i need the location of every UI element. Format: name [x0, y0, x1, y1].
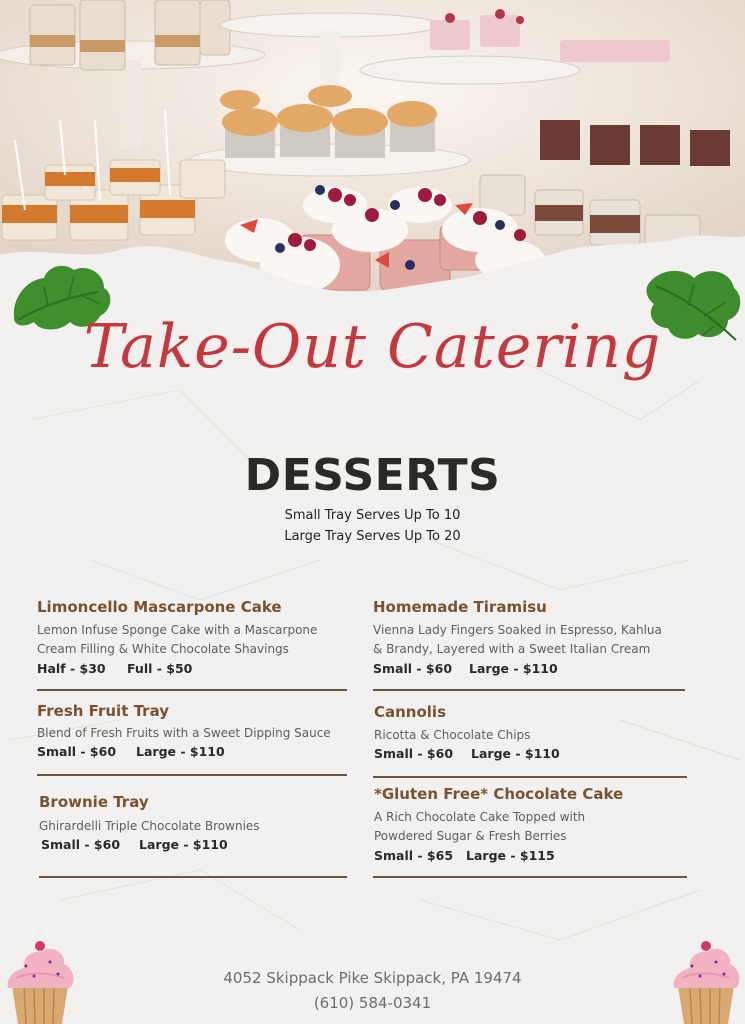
menu-item-title: *Gluten Free* Chocolate Cake	[374, 785, 624, 803]
divider	[373, 776, 687, 778]
divider	[37, 689, 347, 691]
serves-large-note: Large Tray Serves Up To 20	[284, 529, 461, 544]
menu-item-price: Half - $30	[37, 661, 106, 676]
menu-item-price: Large - $110	[469, 661, 558, 676]
menu-item-desc-line: Lemon Infuse Sponge Cake with a Mascarpone	[37, 623, 318, 637]
menu-item-title: Fresh Fruit Tray	[37, 702, 170, 720]
menu-item-desc-line: Powdered Sugar & Fresh Berries	[374, 829, 567, 843]
menu-item-price: Large - $110	[136, 744, 225, 759]
menu-item-price: Large - $110	[471, 746, 560, 761]
category-title: DESSERTS	[244, 450, 501, 501]
menu-item-title: Cannolis	[374, 703, 447, 721]
menu-item-title: Brownie Tray	[39, 793, 149, 811]
menu-item-price: Small - $60	[373, 661, 453, 676]
menu-item-desc-line: Blend of Fresh Fruits with a Sweet Dipping Sauce	[37, 726, 331, 740]
serves-small-note: Small Tray Serves Up To 10	[284, 508, 461, 523]
menu-item-price: Full - $50	[127, 661, 193, 676]
menu-item-title: Limoncello Mascarpone Cake	[37, 598, 282, 616]
menu-item-desc-line: Ghirardelli Triple Chocolate Brownies	[39, 819, 260, 833]
menu-item-desc-line: Ricotta & Chocolate Chips	[374, 728, 531, 742]
divider	[373, 876, 687, 878]
menu-item-desc-line: & Brandy, Layered with a Sweet Italian Cream	[373, 642, 651, 656]
menu-item-price: Small - $60	[374, 746, 454, 761]
footer-address: 4052 Skippack Pike Skippack, PA 19474	[223, 969, 522, 987]
menu-item-price: Large - $110	[139, 837, 228, 852]
menu-item-desc-line: A Rich Chocolate Cake Topped with	[374, 810, 586, 824]
script-title: Take-Out Catering	[83, 312, 662, 382]
footer-phone: (610) 584-0341	[313, 994, 432, 1012]
divider	[373, 689, 685, 691]
menu-item-desc-line: Vienna Lady Fingers Soaked in Espresso, Kahlua	[373, 623, 662, 637]
menu-item-title: Homemade Tiramisu	[373, 598, 547, 616]
divider	[37, 774, 347, 776]
menu-item-price: Large - $115	[466, 848, 555, 863]
menu-item-desc-line: Cream Filling & White Chocolate Shavings	[37, 642, 289, 656]
divider	[39, 876, 347, 878]
menu-item-price: Small - $60	[37, 744, 117, 759]
menu-item-price: Small - $60	[41, 837, 121, 852]
menu-item-price: Small - $65	[374, 848, 454, 863]
